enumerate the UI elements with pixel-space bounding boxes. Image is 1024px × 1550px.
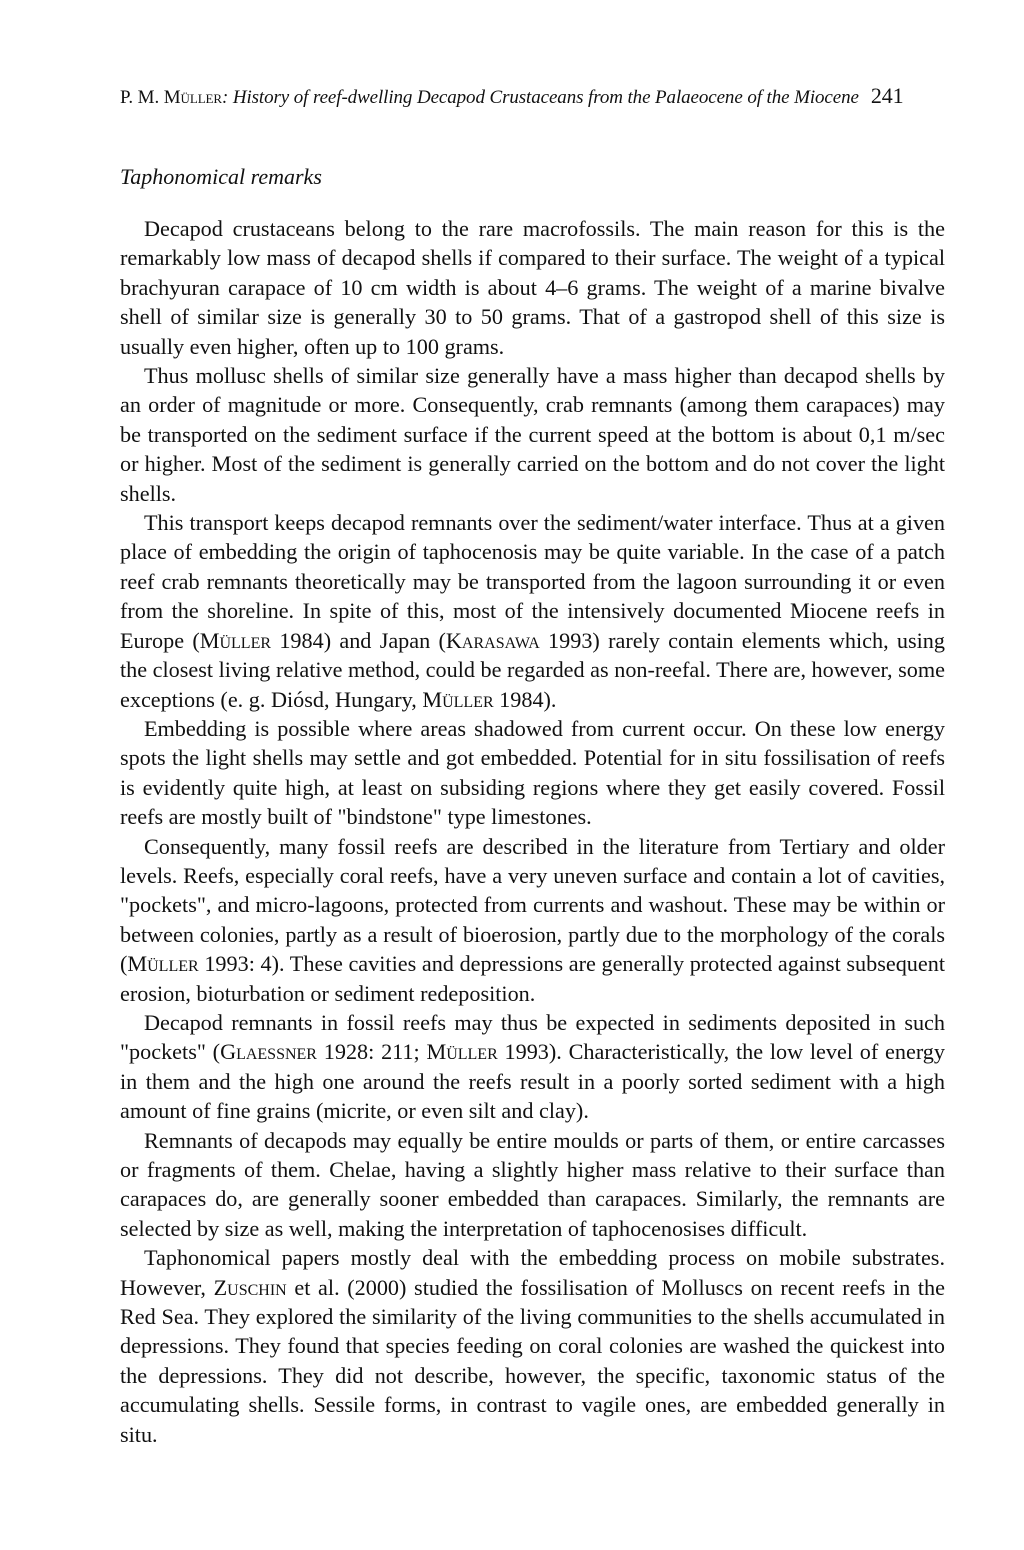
- paragraph: [120, 1126, 945, 1244]
- paragraph-text: Taphonomical papers mostly deal with the embedding process on mobile substrates. However,: [120, 1245, 945, 1300]
- header-author-surname: Müller: [163, 87, 222, 108]
- paragraph: [120, 1008, 945, 1126]
- author-citation: Müller: [426, 1039, 498, 1065]
- paragraph-text: 1993) rarely contain elements which, using the closest living relative method, could be regarded as non-reefal. There are, however, some exceptions (e. g. Diósd, Hungary,: [120, 627, 945, 712]
- paragraph-text: 1984).: [493, 686, 557, 712]
- paragraph: [120, 361, 945, 508]
- paragraph-text: Consequently, many fossil reefs are described in the literature from Tertiary and older levels. Reefs, especially coral reefs, have a very uneven surface and contain a lot of cavities, "pockets", and micro-lagoons, protected from currents and washout. These may be within or between colonies, partly as a result of bioerosion, partly due to the morphology of the corals (: [120, 833, 945, 977]
- paragraph-text: Decapod remnants in fossil reefs may thus be expected in sediments deposited in such "pockets" (: [120, 1009, 945, 1065]
- paragraph-text: 1993: 4). These cavities and depressions are generally protected against subsequent erosion, bioturbation or sediment redeposition.: [120, 951, 945, 1006]
- paragraph: [120, 714, 945, 832]
- header-title: : History of reef-dwelling Decapod Crustaceans from the Palaeocene of the Miocene: [221, 87, 859, 108]
- author-citation: Glaessner: [220, 1039, 317, 1065]
- body-text: [120, 214, 945, 1449]
- paragraph-text: Embedding is possible where areas shadowed from current occur. On these low energy spots the light shells may settle and got embedded. Potential for in situ fossilisation of reefs is evidently quite high, at least on subsiding regions where they get easily covered. Fossil reefs are mostly built of "bindstone" type limestones.: [120, 715, 945, 830]
- author-citation: Müller: [422, 686, 494, 712]
- page: [120, 82, 945, 1449]
- author-citation: Müller: [127, 951, 199, 977]
- author-citation: Karasawa: [445, 627, 540, 653]
- paragraph-text: 1984) and Japan (: [271, 627, 446, 653]
- paragraph-text: Thus mollusc shells of similar size generally have a mass higher than decapod shells by an order of magnitude or more. Consequently, crab remnants (among them carapaces) may be transported on the sediment surface if the current speed at the bottom is about 0,1 m/sec or higher. Most of the sediment is generally carried on the bottom and do not cover the light shells.: [120, 363, 945, 506]
- paragraph-text: Remnants of decapods may equally be entire moulds or parts of them, or entire carcasses or fragments of them. Chelae, having a slightly higher mass relative to their surface than carapaces do, are generally sooner embedded than carapaces. Similarly, the remnants are selected by size as well, making the interpretation of taphocenosises difficult.: [120, 1127, 945, 1241]
- paragraph: [120, 1243, 945, 1449]
- running-header: [120, 82, 945, 112]
- paragraph: [120, 214, 945, 361]
- header-author-initial: P. M.: [120, 87, 160, 108]
- author-citation: Müller: [199, 627, 272, 653]
- author-citation: Zuschin: [213, 1274, 287, 1300]
- page-number: 241: [870, 83, 904, 108]
- paragraph-text: et al. (2000) studied the fossilisation of Molluscs on recent reefs in the Red Sea. They explored the similarity of the living communities to the shells accumulated in depressions. They found that species feeding on coral colonies are washed the quickest into the depressions. They did not describe, however, the specific, taxonomic status of the accumulating shells. Sessile forms, in contrast to vagile ones, are embedded generally in situ.: [120, 1274, 945, 1447]
- paragraph-text: This transport keeps decapod remnants over the sediment/water interface. Thus at a given place of embedding the origin of taphocenosis may be quite variable. In the case of a patch reef crab remnants theoretically may be transported from the lagoon surrounding it or even from the shoreline. In spite of this, most of the intensively documented Miocene reefs in Europe (: [120, 510, 945, 653]
- paragraph-text: 1993). Characteristically, the low level of energy in them and the high one around the reefs result in a poorly sorted sediment with a high amount of fine grains (micrite, or even silt and clay).: [120, 1039, 945, 1124]
- paragraph-text: 1928: 211;: [316, 1039, 427, 1065]
- paragraph: [120, 832, 945, 1008]
- paragraph-text: Decapod crustaceans belong to the rare macrofossils. The main reason for this is the remarkably low mass of decapod shells if compared to their surface. The weight of a typical brachyuran carapace of 10 cm width is about 4–6 grams. The weight of a marine bivalve shell of similar size is generally 30 to 50 grams. That of a gastropod shell of this size is usually even higher, often up to 100 grams.: [120, 216, 945, 359]
- section-heading: Taphonomical remarks: [120, 164, 322, 189]
- paragraph: [120, 508, 945, 714]
